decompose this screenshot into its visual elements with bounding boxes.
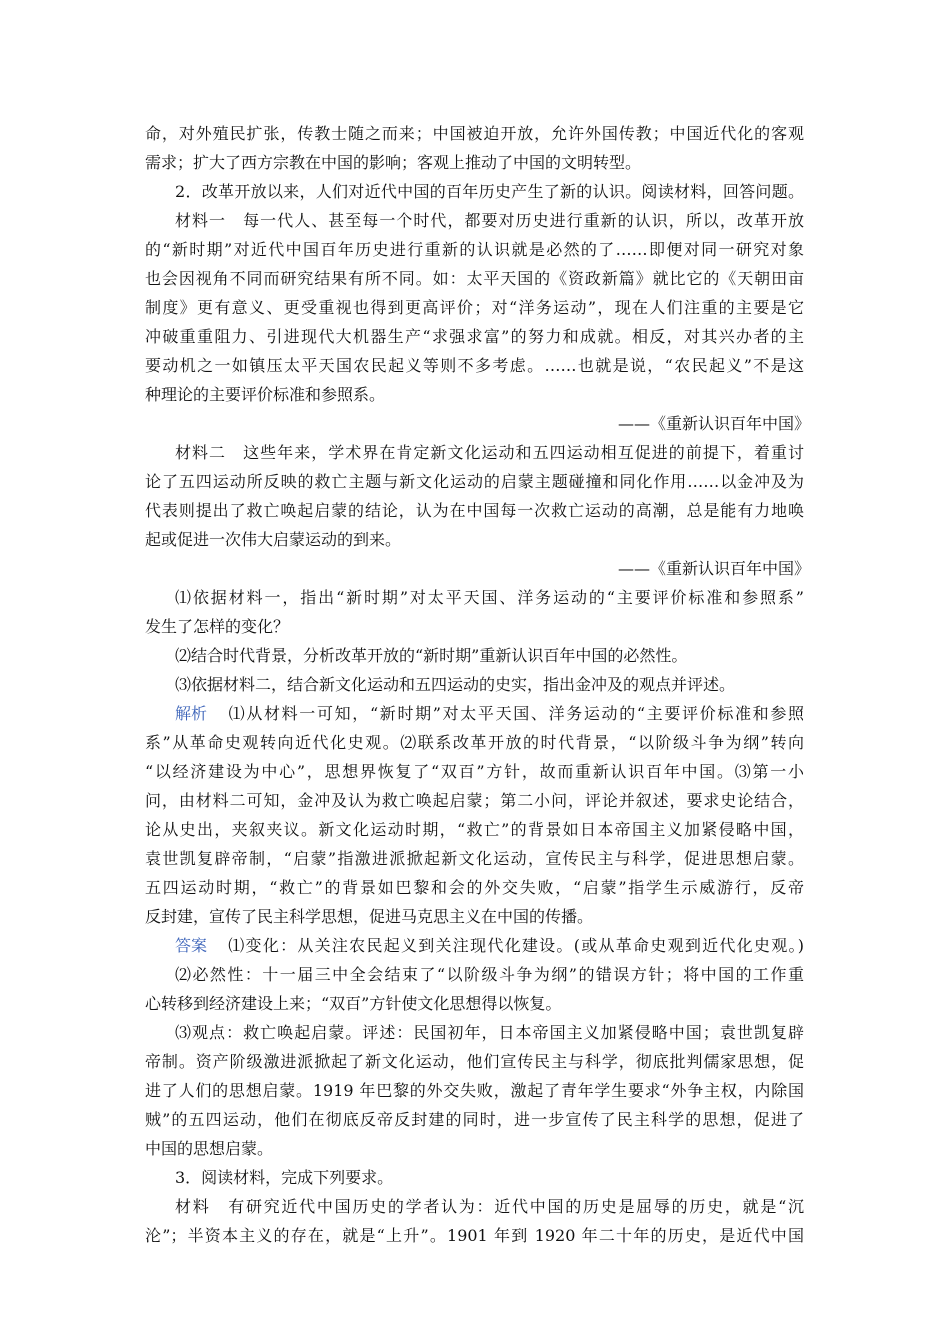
text-line: 的“新时期”对近代中国百年历史进行重新的认识就是必然的了……即便对同一研究对象 <box>145 240 804 259</box>
sub-question-2: ⑵结合时代背景，分析改革开放的“新时期”重新认识百年中国的必然性。 <box>175 646 688 665</box>
text-line: 论从史出，夹叙夹议。新文化运动时期，“救亡”的背景如日本帝国主义加紧侵略中国， <box>145 820 804 839</box>
text-line: 问，由材料二可知，金冲及认为救亡唤起启蒙；第二小问，评论并叙述，要求史论结合， <box>145 791 804 810</box>
text-line: 起或促进一次伟大启蒙运动的到来。 <box>145 530 402 549</box>
text-line: 沦”；半资本主义的存在，就是“上升”。1901 年到 1920 年二十年的历史，是近代中国 <box>145 1226 804 1245</box>
text-line: 要动机之一如镇压太平天国农民起义等则不多考虑。……也就是说，“农民起义”不是这 <box>145 356 804 375</box>
text-line: 代表则提出了救亡唤起启蒙的结论，认为在中国每一次救亡运动的高潮，总是能有力地唤 <box>145 501 804 520</box>
text-line: 发生了怎样的变化？ <box>145 617 290 636</box>
answer-3: ⑶观点：救亡唤起启蒙。评述：民国初年，日本帝国主义加紧侵略中国；袁世凯复辟 <box>175 1023 804 1042</box>
text-line: 帝制。资产阶级激进派掀起了新文化运动，他们宣传民主与科学，彻底批判儒家思想，促 <box>145 1052 804 1071</box>
text-line: 心转移到经济建设上来；“双百”方针使文化思想得以恢复。 <box>145 994 562 1013</box>
text-line: 论了五四运动所反映的救亡主题与新文化运动的启蒙主题碰撞和同化作用……以金冲及为 <box>145 472 804 491</box>
text-line: 种理论的主要评价标准和参照系。 <box>145 385 386 404</box>
text-line: “以经济建设为中心”，思想界恢复了“双百”方针，故而重新认识百年中国。⑶第一小 <box>145 762 804 781</box>
answer-text: ⑴变化：从关注农民起义到关注现代化建设。(或从革命史观到近代化史观。) <box>211 936 804 955</box>
material-1-start: 材料一 每一代人、甚至每一个时代，都要对历史进行重新的认识，所以，改革开放 <box>175 211 804 230</box>
material-2-source: ——《重新认识百年中国》 <box>617 559 810 578</box>
text-line: 反封建，宣传了民主科学思想，促进马克思主义在中国的传播。 <box>145 907 594 926</box>
question-3-material: 材料 有研究近代中国历史的学者认为：近代中国的历史是屈辱的历史，就是“沉 <box>175 1197 804 1216</box>
material-2-start: 材料二 这些年来，学术界在肯定新文化运动和五四运动相互促进的前提下，着重讨 <box>175 443 804 462</box>
sub-question-3: ⑶依据材料二，结合新文化运动和五四运动的史实，指出金冲及的观点并评述。 <box>175 675 736 694</box>
text-line: 需求；扩大了西方宗教在中国的影响；客观上推动了中国的文明转型。 <box>145 153 642 172</box>
text-line: 中国的思想启蒙。 <box>145 1139 274 1158</box>
text-line: 制度》更有意义、更受重视也得到更高评价；对“洋务运动”，现在人们注重的主要是它 <box>145 298 804 317</box>
answer-label: 答案 <box>175 936 208 955</box>
analysis-text: ⑴从材料一可知，“新时期”对太平天国、洋务运动的“主要评价标准和参照 <box>211 704 804 723</box>
text-line: 也会因视角不同而研究结果有所不同。如：太平天国的《资政新篇》就比它的《天朝田亩 <box>145 269 804 288</box>
material-1-source: ——《重新认识百年中国》 <box>617 414 810 433</box>
text-line: 五四运动时期，“救亡”的背景如巴黎和会的外交失败，“启蒙”指学生示威游行，反帝 <box>145 878 804 897</box>
text-line: 贼”的五四运动，他们在彻底反帝反封建的同时，进一步宣传了民主科学的思想，促进了 <box>145 1110 804 1129</box>
question-2-stem: 2．改革开放以来，人们对近代中国的百年历史产生了新的认识。阅读材料，回答问题。 <box>175 182 804 201</box>
text-line: 系”从革命史观转向近代化史观。⑵联系改革开放的时代背景，“以阶级斗争为纲”转向 <box>145 733 804 752</box>
text-line: 进了人们的思想启蒙。1919 年巴黎的外交失败，激起了青年学生要求“外争主权，内除国 <box>145 1081 804 1100</box>
question-3-stem: 3．阅读材料，完成下列要求。 <box>175 1168 394 1187</box>
text-line: 命，对外殖民扩张，传教士随之而来；中国被迫开放，允许外国传教；中国近代化的客观 <box>145 124 804 143</box>
text-line: 冲破重重阻力、引进现代大机器生产“求强求富”的努力和成就。相反，对其兴办者的主 <box>145 327 804 346</box>
analysis-label: 解析 <box>175 704 208 723</box>
sub-question-1: ⑴依据材料一，指出“新时期”对太平天国、洋务运动的“主要评价标准和参照系” <box>175 588 804 607</box>
text-line: 袁世凯复辟帝制，“启蒙”指激进派掀起新文化运动，宣传民主与科学，促进思想启蒙。 <box>145 849 804 868</box>
answer-2: ⑵必然性：十一届三中全会结束了“以阶级斗争为纲”的错误方针；将中国的工作重 <box>175 965 804 984</box>
